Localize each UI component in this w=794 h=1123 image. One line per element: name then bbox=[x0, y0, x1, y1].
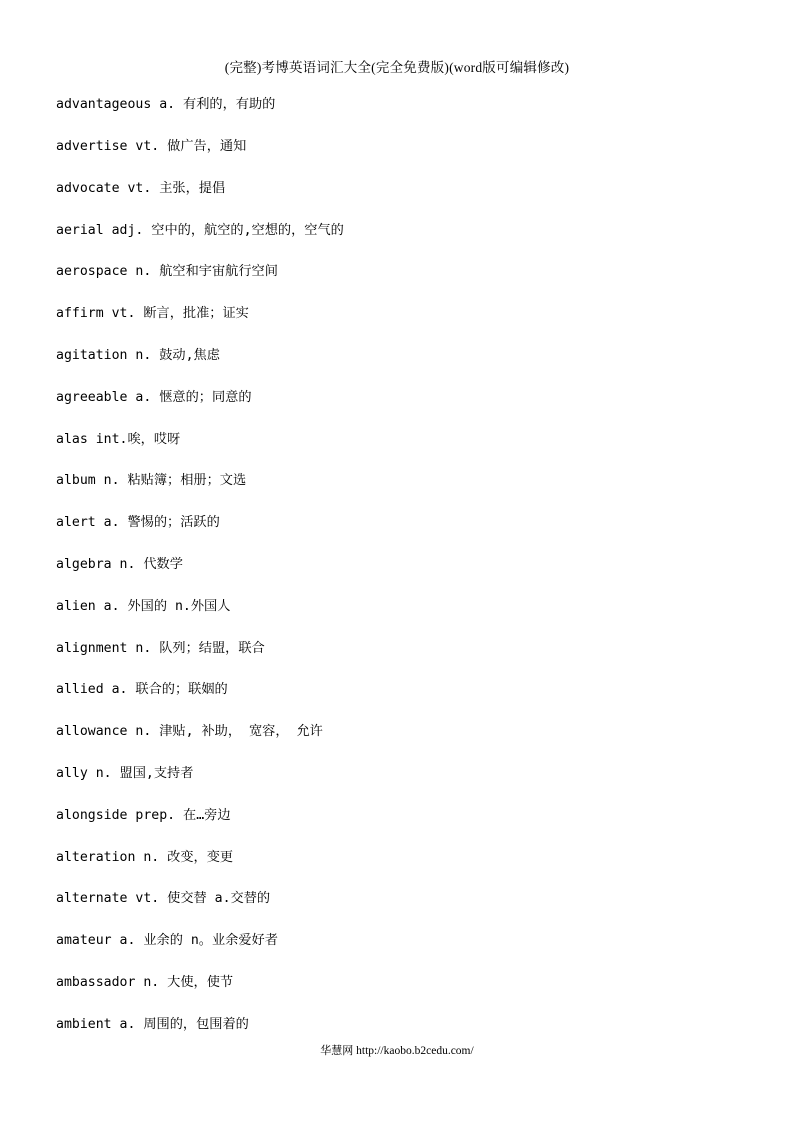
vocabulary-entry: alas int.唉，哎呀 bbox=[56, 431, 181, 447]
vocabulary-entry: alignment n. 队列；结盟，联合 bbox=[56, 640, 265, 656]
vocabulary-entry: advantageous a. 有利的，有助的 bbox=[56, 97, 276, 113]
vocabulary-entry: aerospace n. 航空和宇宙航行空间 bbox=[56, 264, 278, 280]
footer-url[interactable]: http://kaobo.b2cedu.com/ bbox=[356, 1045, 474, 1057]
footer-site-name: 华慧网 bbox=[320, 1044, 354, 1057]
vocabulary-entry: alien a. 外国的 n.外国人 bbox=[56, 598, 231, 614]
vocabulary-entry: advocate vt. 主张，提倡 bbox=[56, 180, 226, 196]
document-header-title: (完整)考博英语词汇大全(完全免费版)(word版可编辑修改) bbox=[224, 60, 570, 75]
vocabulary-entry: aerial adj. 空中的，航空的,空想的，空气的 bbox=[56, 222, 344, 238]
vocabulary-entry: album n. 粘贴簿；相册；文选 bbox=[56, 473, 247, 489]
vocabulary-entry: allied a. 联合的；联姻的 bbox=[56, 682, 228, 698]
vocabulary-entry: agreeable a. 惬意的；同意的 bbox=[56, 389, 252, 405]
vocabulary-entry: ambassador n. 大使，使节 bbox=[56, 975, 234, 991]
vocabulary-entry: advertise vt. 做广告，通知 bbox=[56, 139, 247, 155]
vocabulary-entry: affirm vt. 断言，批准；证实 bbox=[56, 306, 249, 322]
vocabulary-entry: agitation n. 鼓动,焦虑 bbox=[56, 348, 220, 364]
vocabulary-entry: amateur a. 业余的 n。业余爱好者 bbox=[56, 933, 278, 949]
page-footer bbox=[0, 1042, 794, 1058]
vocabulary-entry: alteration n. 改变，变更 bbox=[56, 849, 234, 865]
vocabulary-entry: allowance n. 津贴, 补助， 宽容， 允许 bbox=[56, 724, 323, 740]
vocabulary-entry: ambient a. 周围的，包围着的 bbox=[56, 1016, 249, 1032]
vocabulary-entry: algebra n. 代数学 bbox=[56, 557, 183, 573]
vocabulary-entry: ally n. 盟国,支持者 bbox=[56, 766, 194, 782]
vocabulary-entry-list bbox=[56, 84, 738, 1045]
vocabulary-entry: alongside prep. 在…旁边 bbox=[56, 807, 231, 823]
vocabulary-entry: alert a. 警惕的；活跃的 bbox=[56, 515, 220, 531]
vocabulary-entry: alternate vt. 使交替 a.交替的 bbox=[56, 891, 271, 907]
